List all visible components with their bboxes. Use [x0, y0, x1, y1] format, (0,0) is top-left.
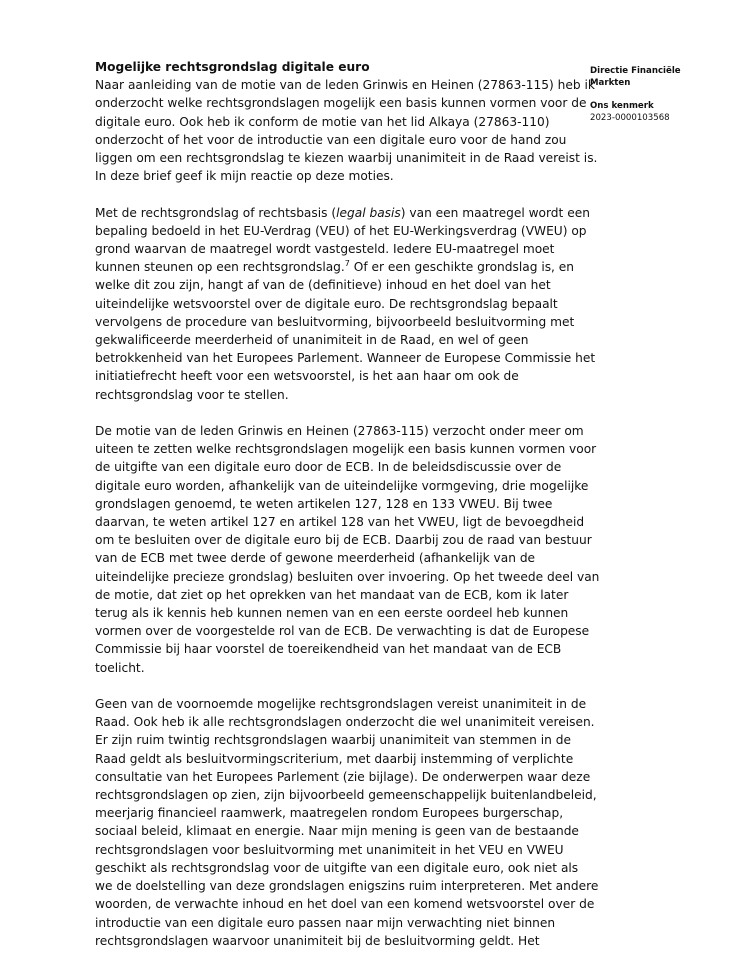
paragraph-line: uiteen te zetten welke rechtsgrondslagen mogelijk een basis kunnen vormen voor: [95, 442, 597, 457]
paragraph-1: [95, 76, 598, 185]
paragraph-line: consultatie van het Europees Parlement (zie bijlage). De onderwerpen waar deze: [95, 769, 591, 784]
paragraph-line: digitale euro worden, afhankelijk van de uiteindelijke vormgeving, drie mogelijke: [95, 478, 589, 493]
paragraph-line: Commissie bij haar voorstel de toereikendheid van het mandaat van de ECB: [95, 642, 562, 657]
paragraph-line: grondslagen genoemd, te weten artikelen 127, 128 en 133 VWEU. Bij twee: [95, 496, 553, 511]
paragraph-line: Raad. Ook heb ik alle rechtsgrondslagen onderzocht die wel unanimiteit vereisen.: [95, 715, 595, 730]
paragraph-line: uiteindelijke precieze grondslag) besluiten over invoering. Op het tweede deel van: [95, 569, 600, 584]
department-name: Directie Financiële: [590, 66, 681, 76]
paragraph-line: Naar aanleiding van de motie van de leden Grinwis en Heinen (27863-115) heb ik: [95, 78, 595, 93]
text: kunnen steunen op een rechtsgrondslag.: [95, 260, 345, 275]
document-body: [95, 58, 600, 968]
paragraph-line: terug als ik kennis heb kunnen nemen van en een eerste oordeel heb kunnen: [95, 606, 569, 621]
paragraph-line: onderzocht of het voor de introductie van een digitale euro voor de hand zou: [95, 132, 567, 147]
paragraph-2-rest: [95, 276, 596, 403]
paragraph-line: rechtsgrondslagen op zien, zijn bijvoorbeeld gemeenschappelijk buitenlandbeleid,: [95, 788, 597, 803]
paragraph-line: sociaal beleid, klimaat en energie. Naar mijn mening is geen van de bestaande: [95, 824, 579, 839]
paragraph-line: vervolgens de procedure van besluitvorming, bijvoorbeeld besluitvorming met: [95, 314, 575, 329]
paragraph-line: om te besluiten over de digitale euro bij de ECB. Daarbij zou de raad van bestuur: [95, 533, 592, 548]
paragraph-line: digitale euro. Ook heb ik conform de motie van het lid Alkaya (27863-110): [95, 114, 550, 129]
reference-label: Ons kenmerk: [590, 101, 654, 111]
paragraph-3: [95, 422, 600, 677]
reference-value: 2023-0000103568: [590, 112, 670, 123]
paragraph-line: rechtsgrondslagen voor besluitvorming met unanimiteit in het VEU en VWEU: [95, 842, 564, 857]
paragraph-line: [95, 204, 590, 222]
paragraph-line: welke dit zou zijn, hangt af van de (definitieve) inhoud en het doel van het: [95, 278, 551, 293]
paragraph-line: Er zijn ruim twintig rechtsgrondslagen waarbij unanimiteit van stemmen in de: [95, 733, 571, 748]
text: Of er een geschikte grondslag is, en: [349, 260, 575, 275]
sidebar-meta: [590, 66, 681, 124]
paragraph-line: daarvan, te weten artikel 127 en artikel 128 van het VWEU, ligt de bevoegdheid: [95, 515, 585, 530]
paragraph-line: initiatiefrecht heeft voor een wetsvoorstel, is het aan haar om ook de: [95, 369, 519, 384]
paragraph-line: grond waarvan de maatregel wordt vastgesteld. Iedere EU-maatregel moet: [95, 242, 555, 257]
paragraph-line: rechtsgrondslag voor te stellen.: [95, 387, 289, 402]
paragraph-line: Geen van de voornoemde mogelijke rechtsgrondslagen vereist unanimiteit in de: [95, 697, 587, 712]
paragraph-line: vormen over de voorgestelde rol van de ECB. De verwachting is dat de Europese: [95, 624, 590, 639]
paragraph-line: liggen om een rechtsgrondslag te kiezen waarbij unanimiteit in de Raad vereist is.: [95, 151, 598, 166]
paragraph-line: bepaling bedoeld in het EU-Verdrag (VEU) of het EU-Werkingsverdrag (VWEU) op: [95, 223, 587, 238]
paragraph-4: [95, 695, 599, 950]
paragraph-line: de uitgifte van een digitale euro door de ECB. In de beleidsdiscussie over de: [95, 460, 562, 475]
paragraph-line: we de doelstelling van deze grondslagen enigszins ruim interpreteren. Met andere: [95, 879, 599, 894]
paragraph-line: toelicht.: [95, 660, 145, 675]
paragraph-line: uiteindelijke wetsvoorstel over de digitale euro. De rechtsgrondslag bepaalt: [95, 296, 558, 311]
paragraph-line: de motie, dat ziet op het oprekken van het mandaat van de ECB, kom ik later: [95, 587, 569, 602]
italic-term: legal basis: [336, 205, 401, 220]
paragraph-line: van de ECB met twee derde of gewone meerderheid (afhankelijk van de: [95, 551, 536, 566]
paragraph-line: meerjarig financieel raamwerk, maatregelen rondom Europees burgerschap,: [95, 806, 564, 821]
paragraph-line: Raad geldt als besluitvormingscriterium, met daarbij instemming of verplichte: [95, 751, 574, 766]
text: ) van een maatregel wordt een: [400, 205, 590, 220]
text: Met de rechtsgrondslag of rechtsbasis (: [95, 205, 337, 220]
paragraph-line: De motie van de leden Grinwis en Heinen (27863-115) verzocht onder meer om: [95, 424, 584, 439]
paragraph-line: onderzocht welke rechtsgrondslagen mogelijk een basis kunnen vormen voor de: [95, 96, 587, 111]
footnote-reference[interactable]: 7: [344, 259, 350, 269]
paragraph-line: rechtsgrondslagen waarvoor unanimiteit bij de besluitvorming geldt. Het: [95, 933, 540, 948]
paragraph-line: woorden, de verwachte inhoud en het doel van een komend wetsvoorstel over de: [95, 897, 595, 912]
paragraph-line: gekwalificeerde meerderheid of unanimiteit in de Raad, en wel of geen: [95, 333, 529, 348]
paragraph-line: In deze brief geef ik mijn reactie op deze moties.: [95, 169, 394, 184]
paragraph-line: [95, 258, 585, 276]
section-heading: Mogelijke rechtsgrondslag digitale euro: [95, 60, 370, 74]
paragraph-line: geschikt als rechtsgrondslag voor de uitgifte van een digitale euro, ook niet als: [95, 860, 579, 875]
paragraph-line: betrokkenheid van het Europees Parlement. Wanneer de Europese Commissie het: [95, 351, 596, 366]
paragraph-line: introductie van een digitale euro passen naar mijn verwachting niet binnen: [95, 915, 556, 930]
department-name-2: Markten: [590, 77, 631, 88]
paragraph-2: [95, 204, 596, 404]
